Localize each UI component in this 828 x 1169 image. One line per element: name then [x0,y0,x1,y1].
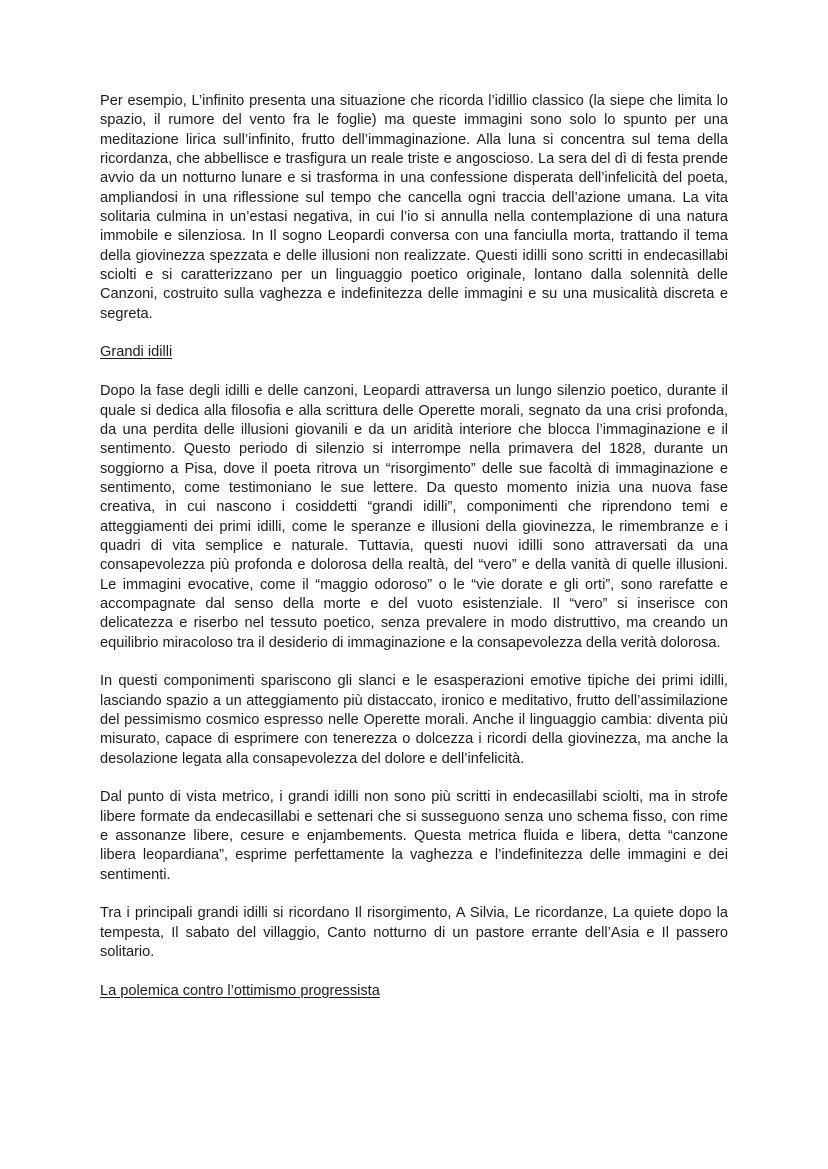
paragraph-grandi-idilli-origin: Dopo la fase degli idilli e delle canzoni, Leopardi attraversa un lungo silenzio poetico, durante il quale si dedica alla filosofia e alla scrittura delle Operette morali, segnato da una crisi profonda, da una perdita delle illusioni giovanili e da un aridità interiore che blocca l’immaginazione e il sentimento. Questo periodo di silenzio si interrompe nella primavera del 1828, durante un soggiorno a Pisa, dove il poeta ritrova un “risorgimento” delle sue facoltà di immaginazione e sentimento, come testimoniano le sue lettere. Da questo momento inizia una nuova fase creativa, in cui nascono i cosiddetti “grandi idilli”, componimenti che riprendono temi e atteggiamenti dei primi idilli, come le speranze e illusioni della giovinezza, le rimembranze e i quadri di vita semplice e naturale. Tuttavia, questi nuovi idilli sono attraversati da una consapevolezza più profonda e dolorosa della realtà, del “vero” e della vanità di quelle illusioni. Le immagini evocative, come il “maggio odoroso” o le “vie dorate e gli orti”, sono rarefatte e accompagnate dal senso della morte e del vuoto esistenziale. Il “vero” si inserisce con delicatezza e riserbo nel tessuto poetico, senza prevalere in modo distruttivo, ma creando un equilibrio miracoloso tra il desiderio di immaginazione e la consapevolezza della verità dolorosa. [100,383,728,651]
section-heading-grandi-idilli: Grandi idilli [100,344,173,361]
intro-paragraph: Per esempio, L’infinito presenta una situazione che ricorda l’idillio classico (la siepe che limita lo spazio, il rumore del vento fra le foglie) ma queste immagini sono solo lo spunto per una meditazione lirica sull’infinito, frutto dell’immaginazione. Alla luna si concentra sul tema della ricordanza, che abbellisce e trasfigura un reale triste e angoscioso. La sera del dì di festa prende avvio da un notturno lunare e si trasforma in una confessione disperata dell’infelicità del poeta, ampliandosi in una riflessione sul tempo che cancella ogni traccia dell’azione umana. La vita solitaria culmina in un’estasi negativa, in cui l’io si annulla nella contemplazione di una natura immobile e silenziosa. In Il sogno Leopardi conversa con una fanciulla morta, trattando il tema della giovinezza spezzata e delle illusioni non realizzate. Questi idilli sono scritti in endecasillabi sciolti e si caratterizzano per un linguaggio poetico originale, lontano dalla solennità delle Canzoni, costruito sulla vaghezza e indefinitezza delle immagini e su una musicalità discreta e segreta. [100,93,728,322]
paragraph-grandi-idilli-tone: In questi componimenti spariscono gli slanci e le esasperazioni emotive tipiche dei primi idilli, lasciando spazio a un atteggiamento più distaccato, ironico e meditativo, frutto dell’assimilazione del pessimismo cosmico espresso nelle Operette morali. Anche il linguaggio cambia: diventa più misurato, capace di esprimere con tenerezza o dolcezza i ricordi della giovinezza, ma anche la desolazione legata alla consapevolezza del dolore e dell’infelicità. [100,673,728,767]
document-page [100,92,728,1021]
paragraph-grandi-idilli-metrics: Dal punto di vista metrico, i grandi idilli non sono più scritti in endecasillabi sciolti, ma in strofe libere formate da endecasillabi e settenari che si susseguono senza uno schema fisso, con rime e assonanze libere, cesure e enjambements. Questa metrica fluida e libera, detta “canzone libera leopardiana”, esprime perfettamente la vaghezza e l’indefinitezza delle immagini e dei sentimenti. [100,789,728,883]
paragraph-grandi-idilli-list: Tra i principali grandi idilli si ricordano Il risorgimento, A Silvia, Le ricordanze, La quiete dopo la tempesta, Il sabato del villaggio, Canto notturno di un pastore errante dell’Asia e Il passero solitario. [100,905,728,961]
section-heading-polemica: La polemica contro l’ottimismo progressista [100,982,380,999]
